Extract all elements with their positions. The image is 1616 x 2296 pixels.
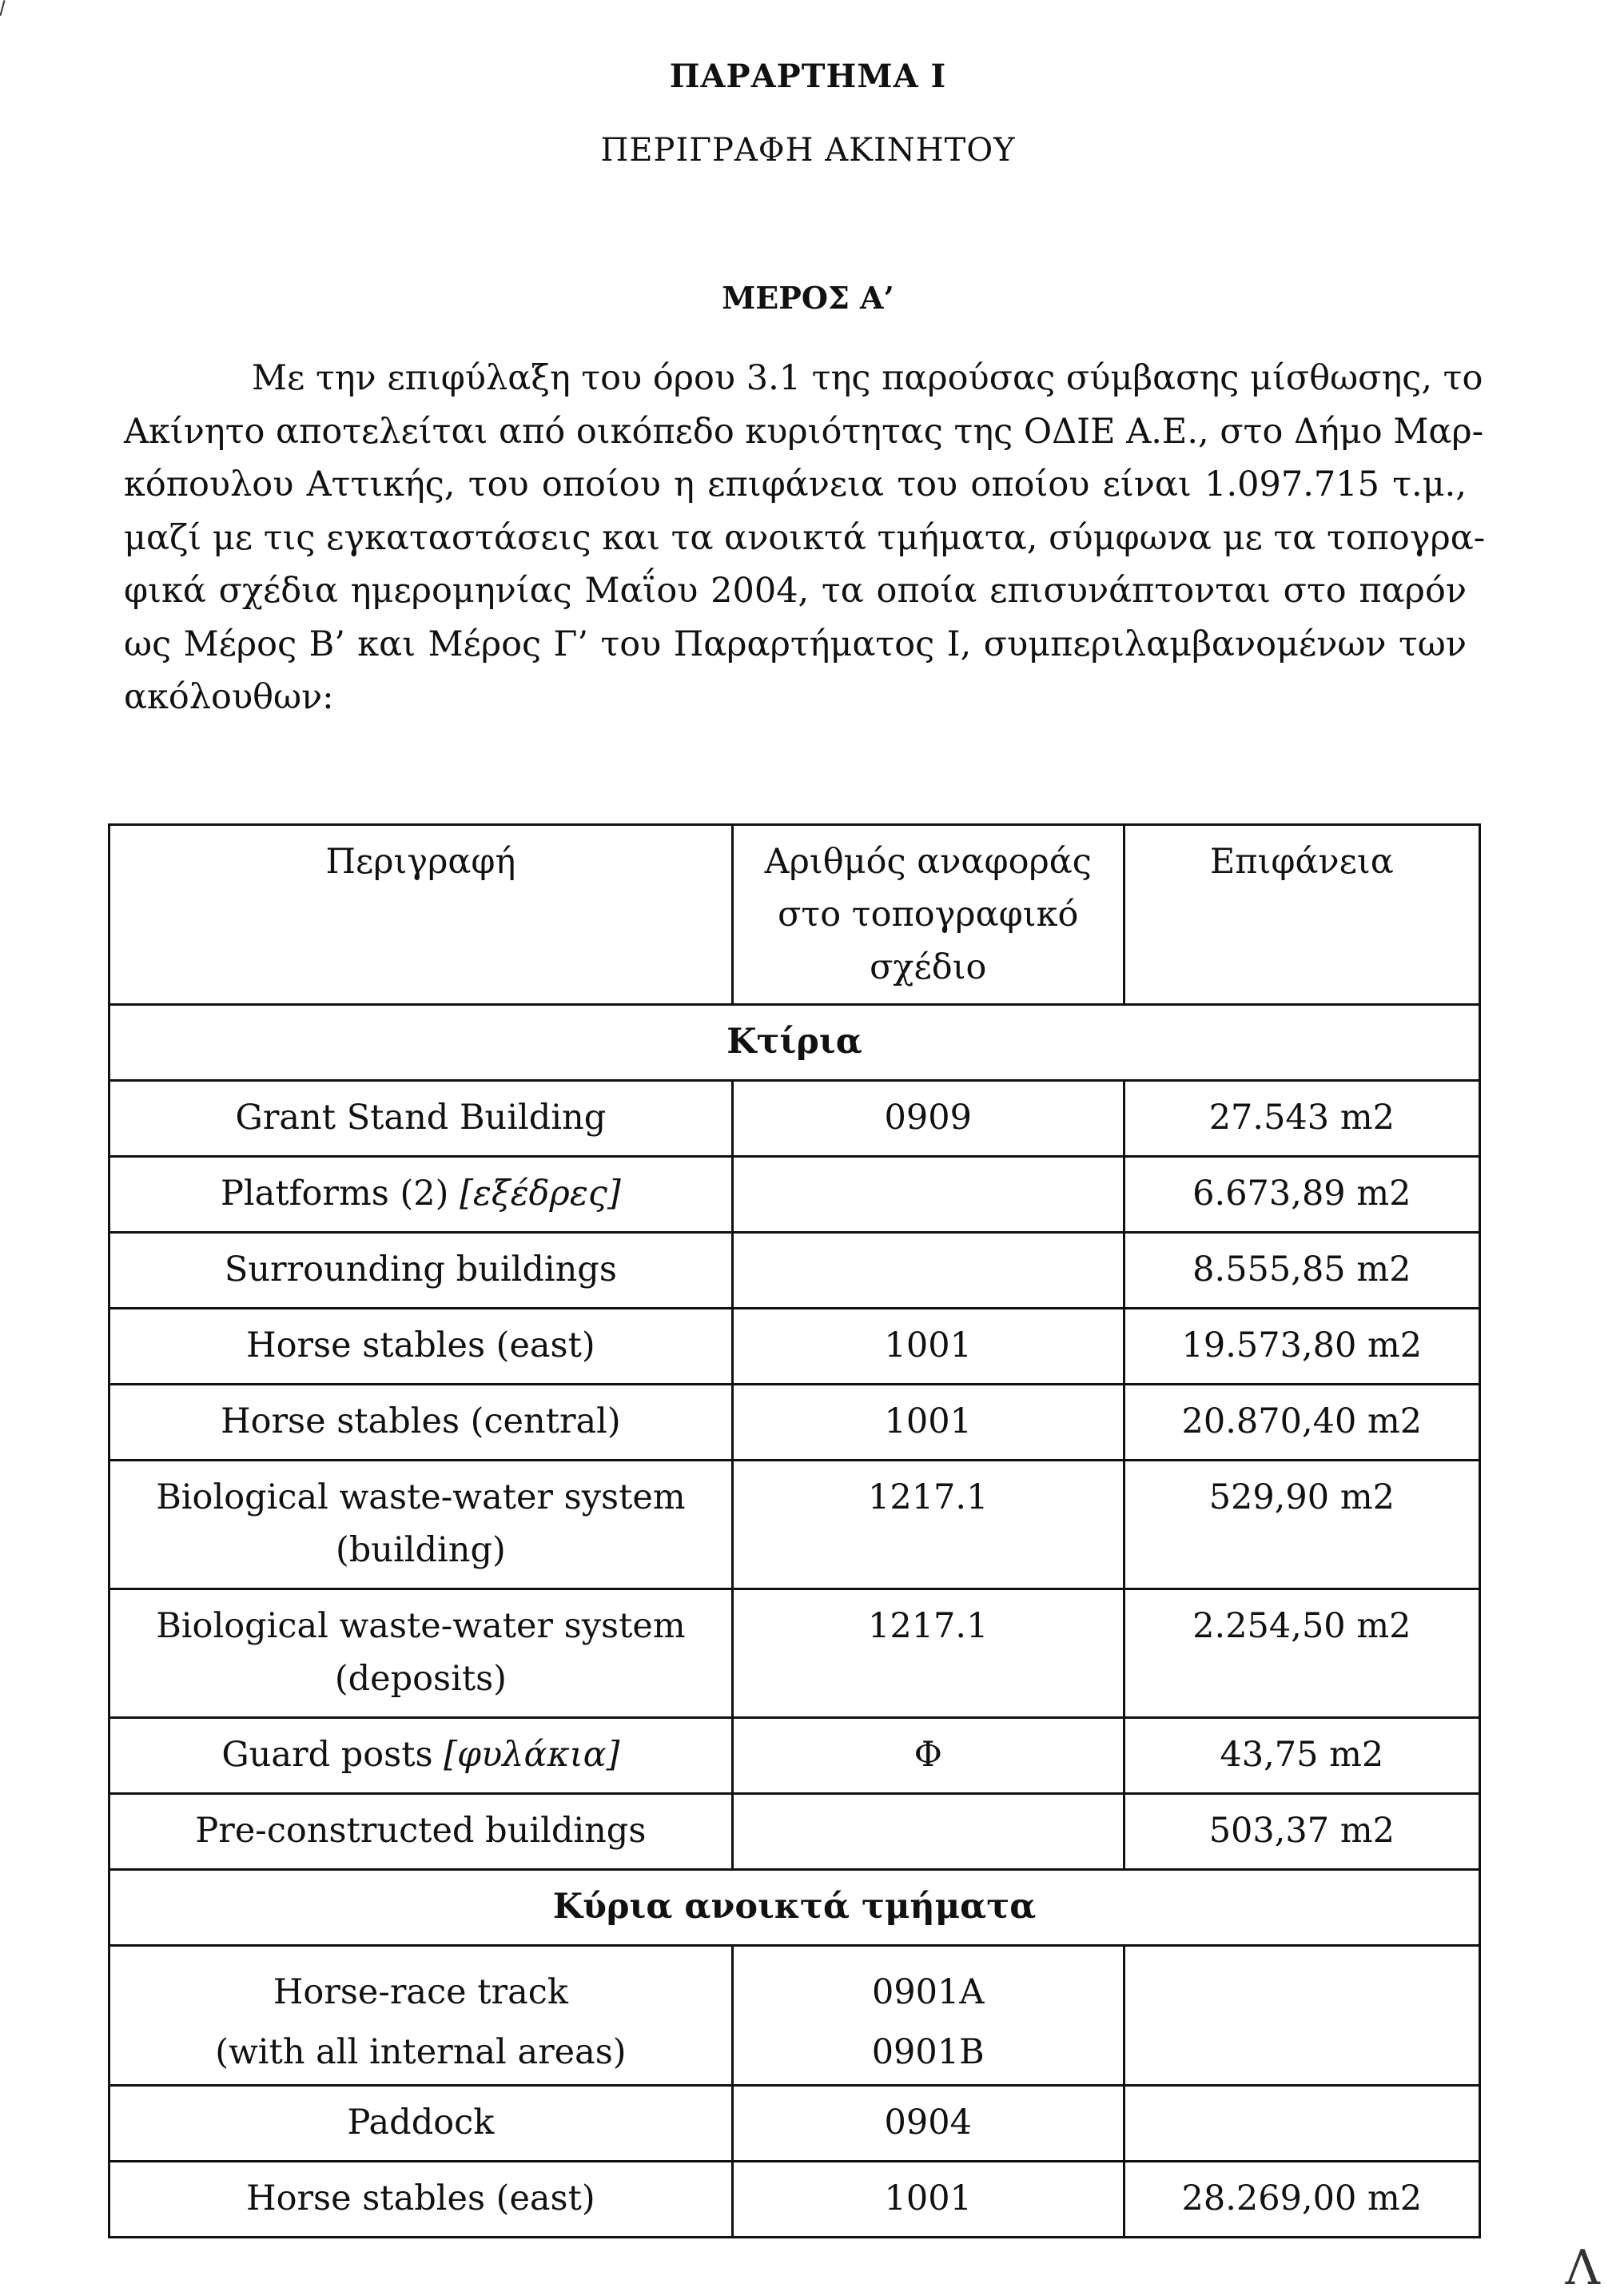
cell-reference: 0901A 0901B	[732, 1946, 1124, 2086]
cell-description: Horse-race track (with all internal areas)	[109, 1946, 733, 2086]
cell-reference: 0909	[732, 1081, 1124, 1157]
cell-reference	[732, 1157, 1124, 1233]
scan-artifact	[0, 0, 6, 16]
cell-description: Guard posts [φυλάκια]	[109, 1718, 733, 1794]
cell-description: Horse stables (east)	[109, 2162, 733, 2238]
table-row	[109, 1589, 1480, 1718]
table-row	[109, 1081, 1480, 1157]
cell-description: Horse stables (central)	[109, 1385, 733, 1461]
intro-paragraph	[124, 352, 1486, 724]
cell-reference	[732, 1233, 1124, 1309]
paragraph-line: Με την επιφύλαξη του όρου 3.1 της παρούσας σύμβασης μίσθωσης, το	[252, 358, 1483, 398]
cell-area	[1124, 2086, 1479, 2162]
cell-description: Horse stables (east)	[109, 1309, 733, 1385]
cell-description: Platforms (2) [εξέδρες]	[109, 1157, 733, 1233]
table-row	[109, 1946, 1480, 2086]
part-heading: ΜΕΡΟΣ Α’	[722, 280, 894, 316]
table-row	[109, 1309, 1480, 1385]
table-row	[109, 1461, 1480, 1589]
table-row	[109, 1794, 1480, 1870]
cell-reference: Φ	[732, 1718, 1124, 1794]
cell-area	[1124, 1946, 1479, 2086]
table-row	[109, 2162, 1480, 2238]
cell-reference: 1001	[732, 1309, 1124, 1385]
section-row-buildings	[109, 1005, 1480, 1081]
table-header-row	[109, 825, 1480, 1005]
section-title: Κτίρια	[109, 1005, 1480, 1081]
cell-area: 20.870,40 m2	[1124, 1385, 1479, 1461]
cell-reference: 1217.1	[732, 1461, 1124, 1589]
header-area: Επιφάνεια	[1124, 825, 1479, 1005]
annex-subtitle: ΠΕΡΙΓΡΑΦΗ ΑΚΙΝΗΤΟΥ	[600, 132, 1016, 169]
paragraph-line: ως Μέρος Β’ και Μέρος Γ’ του Παραρτήματος Ι, συμπεριλαμβανομένων των	[124, 624, 1467, 664]
cell-reference: 0904	[732, 2086, 1124, 2162]
table-row	[109, 1385, 1480, 1461]
cell-reference: 1217.1	[732, 1589, 1124, 1718]
cell-reference: 1001	[732, 1385, 1124, 1461]
section-title: Κύρια ανοικτά τμήματα	[109, 1870, 1480, 1946]
header-reference: Αριθμός αναφοράς στο τοπογραφικό σχέδιο	[732, 825, 1124, 1005]
cell-area: 6.673,89 m2	[1124, 1157, 1479, 1233]
paragraph-line: ακόλουθων:	[124, 677, 334, 717]
cell-area: 529,90 m2	[1124, 1461, 1479, 1589]
table-row	[109, 1233, 1480, 1309]
cell-reference: 1001	[732, 2162, 1124, 2238]
annex-title: ΠΑΡΑΡΤΗΜΑ Ι	[669, 58, 947, 95]
cell-description: Paddock	[109, 2086, 733, 2162]
paragraph-line: φικά σχέδια ημερομηνίας Μαΐου 2004, τα οποία επισυνάπτονται στο παρόν	[124, 571, 1467, 611]
header-description: Περιγραφή	[109, 825, 733, 1005]
table-row	[109, 1157, 1480, 1233]
cell-description: Biological waste-water system (building)	[109, 1461, 733, 1589]
handwritten-mark: Λ	[1565, 2240, 1600, 2296]
property-table	[108, 823, 1481, 2238]
cell-area: 43,75 m2	[1124, 1718, 1479, 1794]
table-row	[109, 1718, 1480, 1794]
cell-area: 2.254,50 m2	[1124, 1589, 1479, 1718]
table-row	[109, 2086, 1480, 2162]
cell-area: 27.543 m2	[1124, 1081, 1479, 1157]
cell-description: Grant Stand Building	[109, 1081, 733, 1157]
cell-area: 503,37 m2	[1124, 1794, 1479, 1870]
cell-description: Biological waste-water system (deposits)	[109, 1589, 733, 1718]
cell-description: Surrounding buildings	[109, 1233, 733, 1309]
cell-area: 19.573,80 m2	[1124, 1309, 1479, 1385]
cell-area: 8.555,85 m2	[1124, 1233, 1479, 1309]
paragraph-line: μαζί με τις εγκαταστάσεις και τα ανοικτά τμήματα, σύμφωνα με τα τοπογρα-	[124, 517, 1486, 558]
cell-reference	[732, 1794, 1124, 1870]
paragraph-line: κόπουλου Αττικής, του οποίου η επιφάνεια του οποίου είναι 1.097.715 τ.μ.,	[124, 464, 1467, 504]
section-row-open-areas	[109, 1870, 1480, 1946]
paragraph-line: Ακίνητο αποτελείται από οικόπεδο κυριότητας της ΟΔΙΕ Α.Ε., στο Δήμο Μαρ-	[124, 411, 1484, 452]
cell-area: 28.269,00 m2	[1124, 2162, 1479, 2238]
cell-description: Pre-constructed buildings	[109, 1794, 733, 1870]
